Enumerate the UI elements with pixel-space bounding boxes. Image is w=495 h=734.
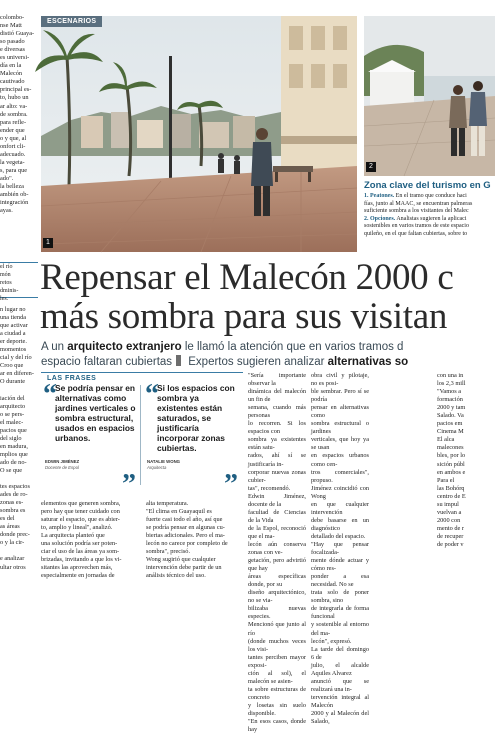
photo-number-badge: 1 [43,238,53,248]
body-column-2 [146,500,243,598]
text-line: malecones [437,444,464,452]
text-line: pacios em [437,420,463,428]
text-line: intervención debe partir de un [146,564,222,572]
text-line: n lugar no [0,306,26,313]
body-column-3 [248,372,306,734]
quotes-title: LAS FRASES [47,375,97,382]
text-line: e diversas [0,46,26,54]
text-line: nse Matt [0,22,22,30]
quote-text: Si los espacios con sombra ya existentes están saturados, se justificaría incorporar zonas cubiertas. [157,383,235,453]
text-line: onfort cli- [0,142,26,150]
text-line: los 2,3 mill [437,380,466,388]
text-line: es del [0,515,15,523]
quote-author: NATALIE WONG [147,459,181,464]
caption-line-label: 1. Peatones. [364,193,395,199]
text-line: as áreas [0,523,20,531]
text-line: tas", recomendó. [248,484,291,492]
text-line: les. [0,296,9,303]
deck-separator [176,355,181,366]
quote-author-role: Docente de Espol [45,465,79,470]
text-line: El alca [437,436,455,444]
text-line: colombo- [0,14,25,21]
malecon-main-photo [41,16,357,252]
text-line: Jiménez coincidió con Wong [311,484,369,500]
malecon-side-photo [364,16,495,176]
text-line [0,547,38,555]
text-line: o y la cir- [0,539,25,547]
caption-line-text: sostenibles en varios tramos de este espacio [364,223,469,230]
text-line: (donde muchos veces los visi- [248,637,306,653]
text-line: mente dónde actuar y cómo res- [311,557,369,573]
text-line: o se pers- [0,410,25,418]
body-column-1 [41,500,141,598]
quote-author: EDWIN JIMÉNEZ [45,459,80,464]
text-line: sombra estructural o jardines [311,420,369,436]
text-line: momentos [0,346,27,354]
text-line: corporar nuevas zonas cubier- [248,468,306,484]
text-line: Mencionó que junto al río [248,621,306,637]
text-line: a ciudad a [0,330,26,338]
text-line: O se que [0,466,23,474]
quote-item-2 [145,379,240,500]
text-line: tros comerciales", propuso. [311,468,369,484]
deck-line-1 [41,340,495,355]
caption-line-text: En el tramo que conduce haci [394,193,467,199]
text-line: ado de no- [0,458,27,466]
text-line: una solución podría ser poten- [41,540,118,548]
text-line: ambién ob- [0,191,29,199]
side-photo-caption [364,180,495,252]
text-line: lecón", expresó. [311,637,352,645]
text-line: de la Espol, reconoció que el ma- [248,524,306,540]
text-line: tantes perciben mayor exposi- [248,653,306,669]
text-line: lecón no carece por completo de [146,540,228,548]
text-line: o y que, al [0,134,27,142]
quote-open-icon: “ [145,379,159,410]
text-line: lecón aún conserva zonas con ve- [248,540,306,557]
text-line: con una in [437,372,464,379]
text-line: semana, cuando más personas [248,404,306,420]
deck-text: Expertos sugieren analizar [185,356,328,368]
text-line: "El clima en Guayaquil es [146,508,212,516]
caption-line-text: suficiente sombra a los visitantes del Malec [364,208,469,215]
article-deck [41,340,495,370]
text-line: sombra ya existentes están satu- [248,436,306,452]
text-line: bles, por lo [437,452,466,460]
text-line: zonas es- [0,499,24,507]
text-line: obra civil y pilotaje, no es posi- [311,372,369,388]
text-line: tes espacios [0,483,30,491]
text-line: en ambos e [437,468,466,476]
text-line: en que cualquier intervención [311,500,369,516]
text-line: se podría pensar en algunas cu- [146,524,225,532]
text-line: getación, pero advirtió que hay [248,557,306,573]
caption-line-text: Analistas sugieren la aplicaci [395,215,467,222]
text-line: sitantes las aprovechen más, [41,564,113,572]
caption-line-text: quileño, en el que faltan cubiertas, sobre to [364,230,468,237]
text-line: día en la [0,62,22,70]
text-line: y sostenible al entorno del ma- [311,621,369,637]
text-line: dinámica del malecón un fin de [248,388,306,404]
text-line: ender que [0,126,25,134]
text-line: una tienda [0,314,27,322]
text-line: anunció que se realizará una in- [311,677,369,693]
text-line: julio, el alcalde Aquiles Alvarez [311,661,369,677]
text-line: ades de ro- [0,491,28,499]
deck-line-2 [41,355,495,370]
text-line: es universi- [0,54,30,62]
text-line: mplios que [0,450,28,458]
text-line: su impul [437,500,459,508]
text-line: 2000 y tam [437,404,466,412]
text-line: Croo que [0,362,24,370]
text-line: biertas adicionales. Pero el ma- [146,532,225,540]
text-line: món [0,272,11,279]
body-column-5 [437,372,495,598]
text-line: ponder a esa necesidad. No se [311,573,369,589]
quote-author-role: Arquitecta [147,465,167,470]
text-line: Para el [437,476,455,484]
text-line: "Vamos a [437,388,462,396]
deck-text: A un [41,341,68,353]
text-line: s, para que [0,166,28,174]
deck-bold-text: alternativas so [327,356,409,368]
text-line: brizadas, invitando a que los vi- [41,556,122,564]
text-line: debe basarse en un diagnóstico [311,516,369,532]
text-line: O durante [0,378,26,386]
deck-text: le llamó la atención que en varios tramos d [181,341,404,353]
text-line: fuerte casi todo el año, así que [146,516,223,524]
left-column-text [0,14,38,250]
text-line: facultad de Ciencias de la Vida [248,508,306,524]
text-line: principal es- [0,86,32,94]
text-line [0,475,38,483]
text-line: tervención integral al Malecón [311,693,369,709]
quote-item-1 [43,379,138,500]
text-line: ciar el uso de las áreas ya som- [41,548,120,556]
article-headline [40,258,495,336]
text-line: er deporte. [0,338,27,346]
text-line: la vegeta- [0,158,25,166]
text-line: arquitecto [0,402,26,410]
text-line: lo recorren. Si los espacios con [248,420,306,436]
text-line: ar en diferen- [0,370,34,378]
deck-bold-text: arquitecto extranjero [67,341,182,353]
text-line: rados, ahí sí se justificaría in- [248,452,306,468]
text-line: alta temperatura. [146,500,189,507]
text-line: ción al sol), el malecón se asien- [248,669,306,685]
caption-line [364,193,495,201]
text-line: sombra es [0,507,26,515]
caption-line [364,231,495,239]
caption-line-text: fías, junto al MAAC, se encuentran palmeras [364,200,473,207]
text-line: "Sería importante observar la [248,372,306,388]
text-line: cautivado [0,78,25,86]
text-line: formación [437,396,463,404]
text-line: retos [0,280,12,287]
text-line: Malecón [0,70,23,78]
text-line: sombra", precisó. [146,548,191,556]
text-line: cial y del río [0,354,32,362]
text-line: elementos que generen sombra, [41,500,121,507]
text-line: diseño arquitectónico, no se via- [248,589,306,605]
text-line: en espacios urbanos como cen- [311,452,369,468]
text-line: iación del [0,394,25,402]
text-line: "En esos casos, donde hay [248,718,306,734]
text-line: en madura, [0,442,28,450]
text-line: de integrarla de forma funcional [311,605,369,621]
text-line: ayas. [0,207,13,215]
text-line: verticales, que hoy ya se usan [311,436,369,452]
left-column-box [0,262,38,303]
text-line: las Bohórq [437,484,465,492]
text-line: sición públ [437,460,465,468]
text-line [0,386,38,394]
text-line: distió Guaya- [0,30,35,38]
text-line: "Hay que pensar focalizada- [311,540,369,557]
text-line: que activar [0,322,28,330]
caption-line [364,216,495,224]
text-line: ble sembrar. Pero sí se podría [311,388,369,404]
text-line: e analizar [0,555,25,563]
text-line: dminis- [0,288,19,295]
headline-line-1: Repensar el Malecón 2000 c [40,257,454,298]
text-line: 2000 y al Malecón del Salado, [311,709,369,726]
text-line: Edwin Jiménez, docente de la [248,492,306,508]
text-line: de sombra. [0,110,28,118]
text-line: adecuado. [0,150,26,158]
text-line: pero hay que tener cuidado con [41,508,120,516]
text-line: to, amplio y lineal", analizó. [41,524,113,532]
caption-title: Zona clave del turismo en G [364,180,491,191]
quote-text: Se podría pensar en alternativas como jardines verticales o sombra estructural, usados en espacios urbanos. [55,383,136,443]
text-line: La tarde del domingo 6 de [311,645,369,661]
text-line: el malec- [0,418,24,426]
text-line: detallado del espacio. [311,532,366,540]
text-line: para refle- [0,118,27,126]
text-line: la belleza [0,182,24,190]
text-line: vuelvan a [437,508,462,516]
text-line: ta sobre estructuras de concreto [248,685,306,701]
text-line: bilizaba nuevas especies. [248,605,306,621]
text-line: integración [0,199,29,207]
text-line: to, hubo un [0,94,29,102]
text-line: especialmente en jornadas de [41,572,115,580]
text-line: saturar el espacio, que es abier- [41,516,120,524]
headline-line-2: más sombra para sus visitan [40,296,448,337]
text-line: ultar otros [0,563,26,571]
quote-close-icon: ” [122,469,136,500]
quote-close-icon: ” [224,469,238,500]
caption-line [364,223,495,231]
quote-open-icon: “ [43,379,57,410]
text-line: ar alto: va- [0,102,28,110]
photo-number-badge: 2 [366,162,376,172]
text-line: áreas específicas donde, por su [248,573,306,589]
text-line: so pasado [0,38,25,46]
text-line: de poder v [437,540,464,548]
caption-line [364,208,495,216]
text-line: del siglo [0,434,22,442]
deck-text: espacio faltaran cubiertas [41,356,173,368]
text-line: de recuper [437,532,464,540]
text-line: La arquitecta planteó que [41,532,105,540]
side-photo-illustration [364,16,495,176]
text-line: Wong sugirió que cualquier [146,556,216,564]
caption-body [364,193,495,239]
text-line: análisis técnico del uso. [146,572,206,580]
text-line: centro de E [437,492,466,500]
section-tag: ESCENARIOS [41,16,102,27]
text-line: 2000 con [437,516,461,524]
left-column-lower-text [0,306,38,598]
malecon-photo-illustration [41,16,357,252]
text-line: y losetas sin suelo disponible. [248,701,306,717]
text-line: mento de r [437,524,464,532]
text-line: Salado. Va [437,412,464,420]
caption-line-label: 2. Opciones. [364,215,396,222]
text-line: el río [0,264,13,270]
text-line: donde prec- [0,531,30,539]
body-column-4 [311,372,369,726]
quotes-divider [140,385,141,485]
text-line: pacios que [0,426,27,434]
text-line: Cinema M [437,428,464,436]
text-line: pensar en alternativas como [311,404,369,420]
quotes-box [41,372,243,500]
text-line: trata solo de poner sombra, sino [311,589,369,605]
text-line: ado". [0,174,14,182]
